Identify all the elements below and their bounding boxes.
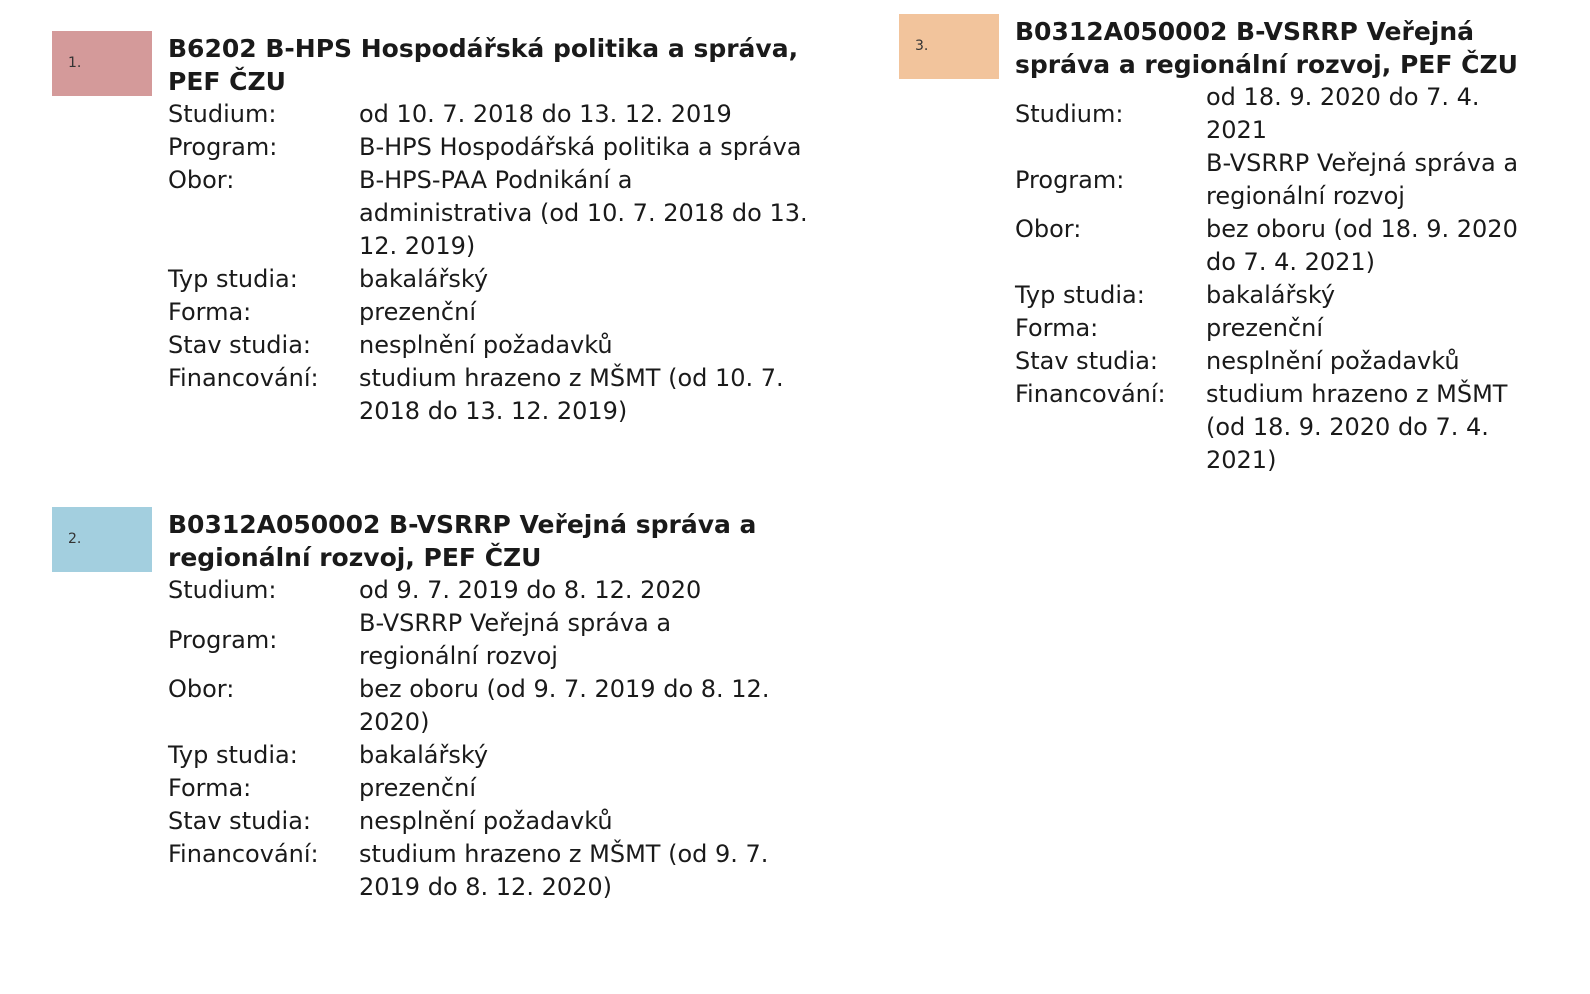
row-label: Forma: bbox=[168, 774, 252, 802]
row-forma bbox=[168, 296, 808, 329]
row-label: Typ studia: bbox=[168, 265, 298, 293]
row-value: nesplnění požadavků bbox=[359, 807, 613, 835]
row-obor bbox=[1015, 213, 1545, 279]
row-value: prezenční bbox=[359, 298, 476, 326]
row-stav-studia bbox=[168, 805, 808, 838]
row-value: B-HPS Hospodářská politika a správa bbox=[359, 133, 802, 161]
row-value: od 9. 7. 2019 do 8. 12. 2020 bbox=[359, 576, 702, 604]
entry-title: B6202 B-HPS Hospodářská politika a správa, PEF ČZU bbox=[168, 34, 799, 96]
row-label: Forma: bbox=[168, 298, 252, 326]
row-program bbox=[168, 607, 808, 673]
row-value: B-VSRRP Veřejná správa a regionální rozvoj bbox=[359, 609, 672, 670]
row-forma bbox=[168, 772, 808, 805]
entry-details bbox=[168, 574, 808, 904]
entry-number-badge: 3. bbox=[899, 14, 999, 79]
entry-title: B0312A050002 B-VSRRP Veřejná správa a regionální rozvoj, PEF ČZU bbox=[168, 510, 757, 572]
row-label: Obor: bbox=[1015, 215, 1082, 243]
row-program bbox=[168, 131, 808, 164]
row-value: B-HPS-PAA Podnikání a administrativa (od 10. 7. 2018 do 13. 12. 2019) bbox=[359, 166, 808, 260]
row-label: Typ studia: bbox=[1015, 281, 1145, 309]
row-financovani bbox=[168, 838, 808, 904]
study-entry-1 bbox=[68, 32, 808, 428]
study-entry-2 bbox=[68, 508, 808, 904]
row-typ-studia bbox=[1015, 279, 1545, 312]
row-label: Obor: bbox=[168, 166, 235, 194]
row-label: Financování: bbox=[1015, 380, 1166, 408]
entry-number-badge: 2. bbox=[52, 507, 152, 572]
row-label: Studium: bbox=[1015, 99, 1124, 128]
row-value: bakalářský bbox=[1206, 281, 1336, 309]
row-value: bez oboru (od 18. 9. 2020 do 7. 4. 2021) bbox=[1206, 215, 1518, 276]
row-obor bbox=[168, 673, 808, 739]
row-label: Program: bbox=[168, 133, 278, 161]
row-label: Obor: bbox=[168, 675, 235, 703]
row-label: Financování: bbox=[168, 840, 319, 868]
row-forma bbox=[1015, 312, 1545, 345]
row-label: Stav studia: bbox=[168, 331, 312, 359]
row-value: nesplnění požadavků bbox=[359, 331, 613, 359]
row-typ-studia bbox=[168, 739, 808, 772]
row-studium bbox=[168, 574, 808, 607]
row-label: Financování: bbox=[168, 364, 319, 392]
entry-number-badge: 1. bbox=[52, 31, 152, 96]
row-value: bakalářský bbox=[359, 265, 489, 293]
row-studium bbox=[1015, 81, 1545, 147]
row-stav-studia bbox=[168, 329, 808, 362]
row-program bbox=[1015, 147, 1545, 213]
row-value: prezenční bbox=[1206, 314, 1323, 342]
row-label: Typ studia: bbox=[168, 741, 298, 769]
entry-title: B0312A050002 B-VSRRP Veřejná správa a regionální rozvoj, PEF ČZU bbox=[1015, 17, 1518, 79]
row-label: Stav studia: bbox=[1015, 347, 1159, 375]
row-value: nesplnění požadavků bbox=[1206, 347, 1460, 375]
row-label: Program: bbox=[1015, 165, 1125, 194]
row-obor bbox=[168, 164, 808, 263]
row-value: studium hrazeno z MŠMT (od 9. 7. 2019 do 8. 12. 2020) bbox=[359, 840, 769, 901]
row-stav-studia bbox=[1015, 345, 1545, 378]
row-typ-studia bbox=[168, 263, 808, 296]
row-label: Program: bbox=[168, 625, 278, 654]
row-label: Studium: bbox=[168, 576, 277, 604]
row-value: studium hrazeno z MŠMT (od 18. 9. 2020 do 7. 4. 2021) bbox=[1206, 380, 1508, 474]
study-entry-3 bbox=[915, 15, 1545, 477]
row-label: Forma: bbox=[1015, 314, 1099, 342]
row-value: bez oboru (od 9. 7. 2019 do 8. 12. 2020) bbox=[359, 675, 770, 736]
row-financovani bbox=[168, 362, 808, 428]
row-financovani bbox=[1015, 378, 1545, 477]
entry-details bbox=[168, 98, 808, 428]
row-studium bbox=[168, 98, 808, 131]
row-value: bakalářský bbox=[359, 741, 489, 769]
row-label: Studium: bbox=[168, 100, 277, 128]
row-value: B-VSRRP Veřejná správa a regionální rozvoj bbox=[1206, 149, 1519, 210]
row-value: od 10. 7. 2018 do 13. 12. 2019 bbox=[359, 100, 732, 128]
row-value: studium hrazeno z MŠMT (od 10. 7. 2018 do 13. 12. 2019) bbox=[359, 364, 784, 425]
row-value: prezenční bbox=[359, 774, 476, 802]
row-label: Stav studia: bbox=[168, 807, 312, 835]
entry-details bbox=[1015, 81, 1545, 477]
row-value: od 18. 9. 2020 do 7. 4. 2021 bbox=[1206, 83, 1480, 144]
